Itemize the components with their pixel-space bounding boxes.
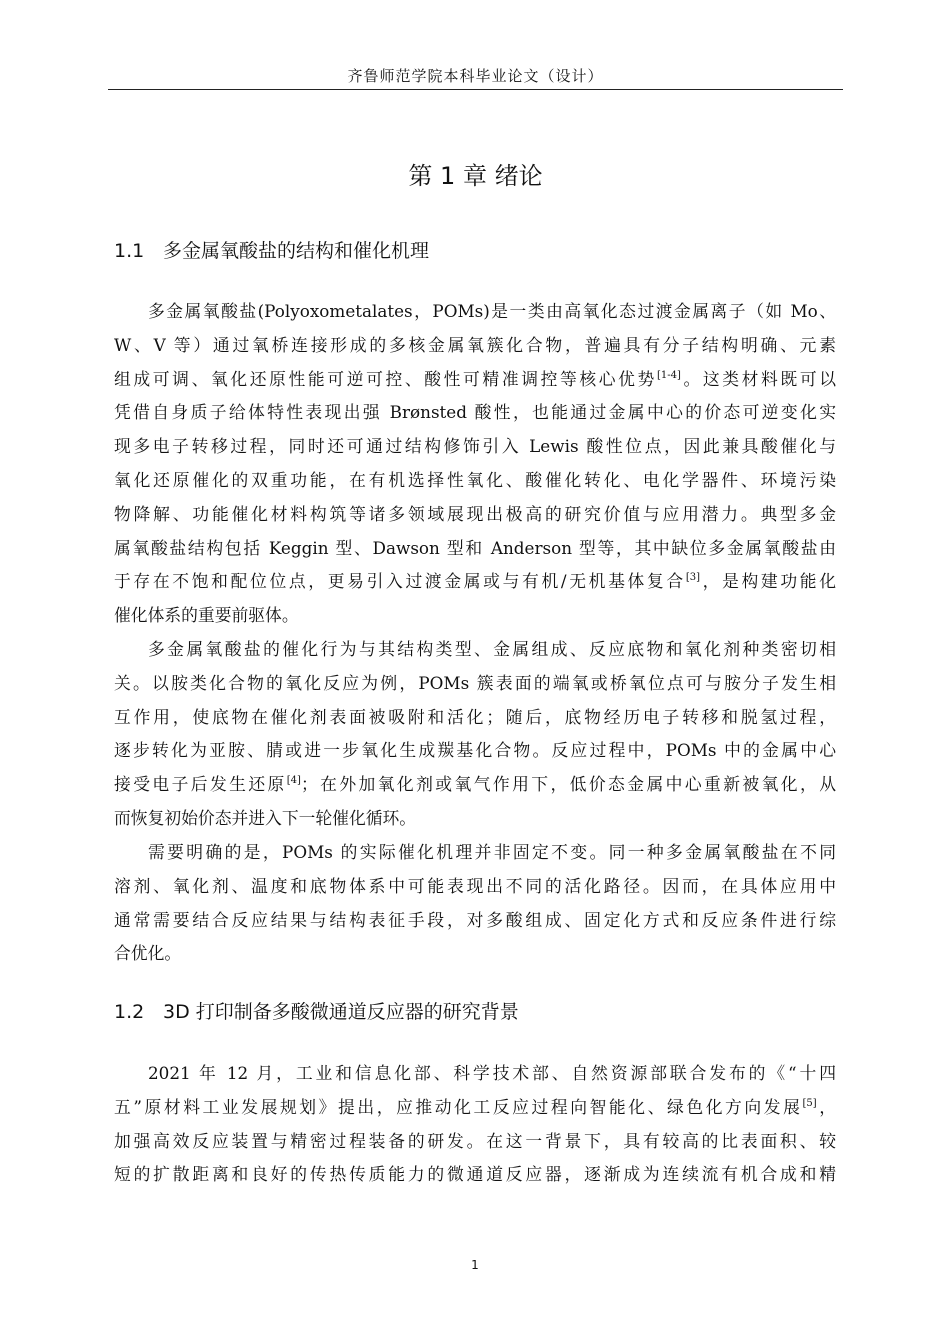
- text-line: 五”原材料工业发展规划》提出，应推动化工反应过程向智能化、绿色化方向发展[5]，: [114, 1096, 836, 1117]
- text-line: 催化体系的重要前驱体。: [114, 605, 299, 626]
- text-line: 短的扩散距离和良好的传热传质能力的微通道反应器，逐渐成为连续流有机合成和精: [114, 1164, 836, 1185]
- text-line: 多金属氧酸盐(Polyoxometalates，POMs)是一类由高氧化态过渡金属离子（如 Mo、: [148, 301, 836, 321]
- text-line: 凭借自身质子给体特性表现出强 Brønsted 酸性，也能通过金属中心的价态可逆变化实: [114, 402, 836, 423]
- citation-ref: [3]: [685, 572, 700, 584]
- citation-ref: [4]: [286, 775, 301, 787]
- header-rule: [108, 89, 843, 90]
- paragraph-research-background: [114, 1057, 836, 1192]
- text-line: 互作用，使底物在催化剂表面被吸附和活化；随后，底物经历电子转移和脱氢过程，: [114, 706, 836, 727]
- text-line: 需要明确的是，POMs 的实际催化机理并非固定不变。同一种多金属氧酸盐在不同: [148, 842, 836, 862]
- text-line: 而恢复初始价态并进入下一轮催化循环。: [114, 807, 417, 828]
- text-line: 2021 年 12 月，工业和信息化部、科学技术部、自然资源部联合发布的《“十四: [148, 1063, 836, 1083]
- section-title-text: 多金属氧酸盐的结构和催化机理: [163, 240, 430, 262]
- citation-ref: [1-4]: [656, 369, 681, 381]
- page-header: 齐鲁师范学院本科毕业论文（设计）: [347, 67, 604, 85]
- section-number: 1.1: [114, 240, 145, 262]
- text-line: 氧化还原催化的双重功能，在有机选择性氧化、酸催化转化、电化学器件、环境污染: [114, 469, 836, 490]
- text-line: 合优化。: [114, 943, 182, 964]
- chapter-title: 第 1 章 绪论: [408, 162, 543, 190]
- section-heading-1-2: [114, 998, 519, 1026]
- text-line: 属氧酸盐结构包括 Keggin 型、Dawson 型和 Anderson 型等，其中缺位多金属氧酸盐由: [114, 537, 836, 558]
- text-line: 物降解、功能催化材料构筑等诸多领域展现出极高的研究价值与应用潜力。典型多金: [114, 503, 836, 524]
- paragraph-mechanism-note: [114, 836, 836, 971]
- text-line: 组成可调、氧化还原性能可逆可控、酸性可精准调控等核心优势[1-4]。这类材料既可以: [114, 368, 836, 389]
- text-line: 接受电子后发生还原[4]；在外加氧化剂或氧气作用下，低价态金属中心重新被氧化，从: [114, 774, 836, 795]
- section-number: 1.2: [114, 1001, 145, 1023]
- page-number: 1: [471, 1258, 479, 1272]
- text-line: 加强高效反应装置与精密过程装备的研发。在这一背景下，具有较高的比表面积、较: [114, 1130, 836, 1151]
- paragraph-catalytic-behavior: [114, 633, 836, 836]
- citation-ref: [5]: [802, 1097, 817, 1109]
- text-line: 通常需要结合反应结果与结构表征手段，对多酸组成、固定化方式和反应条件进行综: [114, 909, 836, 930]
- text-line: 关。以胺类化合物的氧化反应为例，POMs 簇表面的端氧或桥氧位点可与胺分子发生相: [114, 672, 836, 693]
- text-line: 溶剂、氧化剂、温度和底物体系中可能表现出不同的活化路径。因而，在具体应用中: [114, 875, 836, 896]
- text-line: W、V 等）通过氧桥连接形成的多核金属氧簇化合物，普遍具有分子结构明确、元素: [114, 334, 836, 355]
- text-line: 于存在不饱和配位位点，更易引入过渡金属或与有机/无机基体复合[3]，是构建功能化: [114, 571, 836, 592]
- text-line: 逐步转化为亚胺、腈或进一步氧化生成羰基化合物。反应过程中，POMs 中的金属中心: [114, 740, 836, 761]
- text-line: 多金属氧酸盐的催化行为与其结构类型、金属组成、反应底物和氧化剂种类密切相: [148, 639, 836, 659]
- paragraph-pom-definition: [114, 295, 836, 633]
- section-title-text: 3D 打印制备多酸微通道反应器的研究背景: [163, 1001, 519, 1023]
- section-heading-1-1: [114, 237, 429, 265]
- text-line: 现多电子转移过程，同时还可通过结构修饰引入 Lewis 酸性位点，因此兼具酸催化与: [114, 436, 836, 457]
